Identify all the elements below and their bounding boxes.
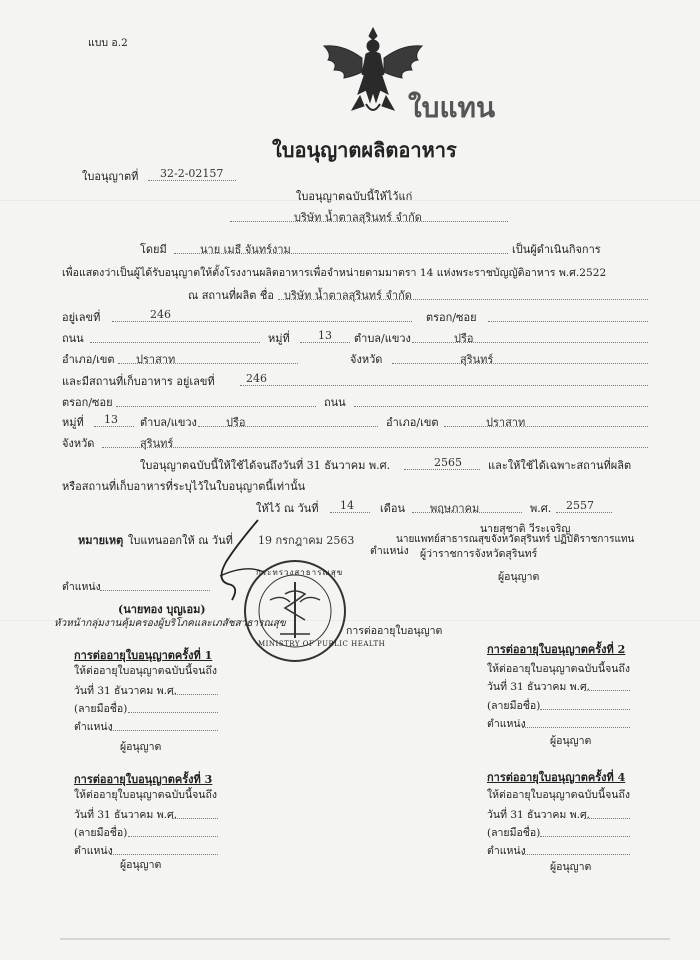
province: สุรินทร์ bbox=[460, 353, 494, 366]
renewal-4-line2: วันที่ 31 ธันวาคม พ.ศ. bbox=[487, 809, 590, 821]
dotted-line bbox=[330, 512, 370, 513]
document-title: ใบอนุญาตผลิตอาหาร bbox=[272, 138, 457, 162]
dotted-line bbox=[300, 342, 350, 343]
storage-soi-label: ตรอก/ซอย bbox=[62, 396, 113, 409]
dotted-line bbox=[392, 363, 648, 364]
amphoe: ปราสาท bbox=[136, 353, 176, 366]
tambon: ปรือ bbox=[454, 332, 474, 345]
dotted-line bbox=[240, 385, 648, 386]
storage-tambon-label: ตำบล/แขวง bbox=[140, 416, 197, 429]
dotted-line bbox=[172, 818, 218, 819]
dotted-line bbox=[354, 406, 648, 407]
storage-house-no: 246 bbox=[246, 372, 267, 385]
issue-year-label: พ.ศ. bbox=[530, 502, 552, 515]
renewal-2-line3: (ลายมือชื่อ) bbox=[487, 700, 541, 712]
left-signer-title: หัวหน้ากลุ่มงานคุ้มครองผู้บริโภคและเภสัชสาธารณสุข bbox=[54, 618, 286, 629]
dotted-line bbox=[540, 709, 630, 710]
note-label: หมายเหตุ bbox=[78, 534, 124, 547]
dotted-line bbox=[444, 426, 648, 427]
left-signer-name: (นายทอง บุญเอม) bbox=[118, 603, 206, 616]
renewal-4-line5: ผู้อนุญาต bbox=[550, 861, 592, 873]
renewal-2-line4: ตำแหน่ง bbox=[487, 718, 526, 730]
dotted-line bbox=[584, 818, 630, 819]
licensor-name: นายสุชาติ วีระเจริญ bbox=[480, 523, 571, 535]
operator-prefix: โดยมี bbox=[140, 243, 167, 256]
issue-month: พฤษภาคม bbox=[430, 502, 480, 515]
license-number-label: ใบอนุญาตที่ bbox=[82, 170, 139, 183]
dotted-line bbox=[110, 854, 218, 855]
dotted-line bbox=[112, 321, 412, 322]
renewal-4-line4: ตำแหน่ง bbox=[487, 845, 526, 857]
dotted-line bbox=[110, 730, 218, 731]
dotted-line bbox=[412, 342, 648, 343]
dotted-line bbox=[128, 836, 218, 837]
note-text: ใบแทนออกให้ ณ วันที่ bbox=[128, 534, 233, 547]
dotted-line bbox=[522, 854, 630, 855]
operator-name: นาย เมธี จันทร์งาม bbox=[200, 243, 291, 256]
tambon-label: ตำบล/แขวง bbox=[354, 332, 411, 345]
dotted-line bbox=[404, 469, 480, 470]
validity-text-3: หรือสถานที่เก็บอาหารที่ระบุไว้ในใบอนุญาตนี้เท่านั้น bbox=[62, 480, 306, 493]
dotted-line bbox=[198, 426, 378, 427]
house-no-label: อยู่เลขที่ bbox=[62, 311, 101, 324]
form-code: แบบ อ.2 bbox=[88, 37, 128, 49]
renewal-3-line5: ผู้อนุญาต bbox=[120, 859, 162, 871]
seal-top-text: กระทรวงสาธารณสุข bbox=[256, 568, 344, 577]
storage-amphoe: ปราสาท bbox=[486, 416, 526, 429]
site-label: ณ สถานที่ผลิต ชื่อ bbox=[188, 289, 274, 302]
renewal-1-line2: วันที่ 31 ธันวาคม พ.ศ. bbox=[74, 685, 177, 697]
renewal-1-heading: การต่ออายุใบอนุญาตครั้งที่ 1 bbox=[74, 649, 213, 662]
dotted-line bbox=[172, 694, 218, 695]
licensor-position-2: ผู้ว่าราชการจังหวัดสุรินทร์ bbox=[420, 548, 538, 560]
operator-suffix: เป็นผู้ดำเนินกิจการ bbox=[512, 243, 601, 256]
left-position-label: ตำแหน่ง bbox=[62, 581, 101, 593]
storage-province-label: จังหวัด bbox=[62, 437, 95, 450]
province-label: จังหวัด bbox=[350, 353, 383, 366]
replacement-stamp: ใบแทน bbox=[408, 91, 496, 124]
licensor-position-1: นายแพทย์สาธารณสุขจังหวัดสุรินทร์ ปฏิบัติราชการแทน bbox=[396, 534, 635, 545]
amphoe-label: อำเภอ/เขต bbox=[62, 353, 115, 366]
company-name: บริษัท น้ำตาลสุรินทร์ จำกัด bbox=[294, 211, 422, 224]
road-label: ถนน bbox=[62, 332, 84, 345]
renewal-4-line3: (ลายมือชื่อ) bbox=[487, 827, 541, 839]
renewal-1-line4: ตำแหน่ง bbox=[74, 721, 113, 733]
storage-province: สุรินทร์ bbox=[140, 437, 174, 450]
issued-to-label: ใบอนุญาตฉบับนี้ให้ไว้แก่ bbox=[296, 190, 413, 203]
validity-text: ใบอนุญาตฉบับนี้ให้ใช้ได้จนถึงวันที่ 31 ธันวาคม พ.ศ. bbox=[140, 459, 391, 472]
moo-label: หมู่ที่ bbox=[268, 332, 290, 345]
renewal-3-line2: วันที่ 31 ธันวาคม พ.ศ. bbox=[74, 809, 177, 821]
dotted-line bbox=[90, 342, 260, 343]
storage-road-label: ถนน bbox=[324, 396, 346, 409]
renewal-3-line3: (ลายมือชื่อ) bbox=[74, 827, 128, 839]
dotted-line bbox=[102, 447, 648, 448]
renewal-2-line1: ให้ต่ออายุใบอนุญาตฉบับนี้จนถึง bbox=[487, 663, 630, 675]
dotted-line bbox=[488, 321, 648, 322]
storage-label: และมีสถานที่เก็บอาหาร อยู่เลขที่ bbox=[62, 375, 215, 388]
left-sign-suffix: การต่ออายุใบอนุญาต bbox=[346, 625, 443, 637]
seal-bottom-text: MINISTRY OF PUBLIC HEALTH bbox=[258, 640, 386, 648]
note-date: 19 กรกฎาคม 2563 bbox=[258, 534, 355, 547]
validity-text-2: และให้ใช้ได้เฉพาะสถานที่ผลิต bbox=[488, 459, 632, 472]
dotted-line bbox=[556, 512, 612, 513]
dotted-line bbox=[540, 836, 630, 837]
issue-month-label: เดือน bbox=[380, 502, 406, 515]
house-no: 246 bbox=[150, 308, 171, 321]
renewal-1-line1: ให้ต่ออายุใบอนุญาตฉบับนี้จนถึง bbox=[74, 665, 217, 677]
dotted-line bbox=[100, 590, 210, 591]
storage-amphoe-label: อำเภอ/เขต bbox=[386, 416, 439, 429]
renewal-3-line4: ตำแหน่ง bbox=[74, 845, 113, 857]
purpose-statement: เพื่อแสดงว่าเป็นผู้ได้รับอนุญาตให้ตั้งโรงงานผลิตอาหารเพื่อจำหน่ายตามมาตรา 14 แห่งพระราชบัญญัติอาหาร พ.ศ.2522 bbox=[62, 267, 607, 279]
renewal-4-heading: การต่ออายุใบอนุญาตครั้งที่ 4 bbox=[487, 771, 626, 784]
moo: 13 bbox=[318, 329, 332, 342]
renewal-4-line1: ให้ต่ออายุใบอนุญาตฉบับนี้จนถึง bbox=[487, 789, 630, 801]
dotted-line bbox=[522, 727, 630, 728]
storage-moo: 13 bbox=[104, 413, 118, 426]
issue-day: 14 bbox=[340, 499, 354, 512]
scan-artifact bbox=[60, 938, 670, 940]
license-number: 32-2-02157 bbox=[160, 167, 224, 180]
storage-tambon: ปรือ bbox=[226, 416, 246, 429]
dotted-line bbox=[116, 406, 316, 407]
site-name: บริษัท น้ำตาลสุรินทร์ จำกัด bbox=[284, 289, 412, 302]
renewal-2-line5: ผู้อนุญาต bbox=[550, 735, 592, 747]
dotted-line bbox=[148, 180, 236, 181]
renewal-1-line3: (ลายมือชื่อ) bbox=[74, 703, 128, 715]
storage-moo-label: หมู่ที่ bbox=[62, 416, 84, 429]
licensor-position-label: ตำแหน่ง bbox=[370, 545, 409, 557]
issue-label: ให้ไว้ ณ วันที่ bbox=[256, 502, 319, 515]
renewal-2-line2: วันที่ 31 ธันวาคม พ.ศ. bbox=[487, 681, 590, 693]
renewal-3-line1: ให้ต่ออายุใบอนุญาตฉบับนี้จนถึง bbox=[74, 789, 217, 801]
dotted-line bbox=[94, 426, 134, 427]
issue-year: 2557 bbox=[566, 499, 594, 512]
dotted-line bbox=[584, 690, 630, 691]
renewal-2-heading: การต่ออายุใบอนุญาตครั้งที่ 2 bbox=[487, 643, 626, 656]
renewal-3-heading: การต่ออายุใบอนุญาตครั้งที่ 3 bbox=[74, 773, 213, 786]
validity-year: 2565 bbox=[434, 456, 462, 469]
soi-label: ตรอก/ซอย bbox=[426, 311, 477, 324]
dotted-line bbox=[128, 712, 218, 713]
licensor-role: ผู้อนุญาต bbox=[498, 571, 540, 583]
renewal-1-line5: ผู้อนุญาต bbox=[120, 741, 162, 753]
